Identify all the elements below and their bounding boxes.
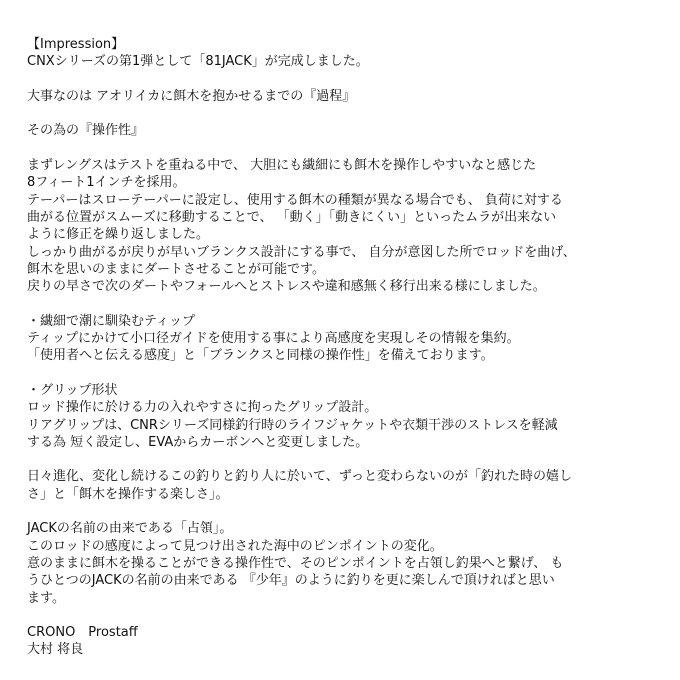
- body-line: 8フィート1インチを採用。: [27, 175, 186, 191]
- impression-document: [27, 36, 667, 659]
- body-line: テーパーはスローテーパーに設定し、使用する餌木の種類が異なる場合でも、 負荷に対する: [27, 192, 563, 208]
- intro-line-3: その為の『操作性』: [27, 123, 145, 139]
- section-tip-line: 「使用者へと伝える感度」と「ブランクスと同様の操作性」を備えております。: [27, 348, 494, 364]
- body-line: ように修正を繰り返しました。: [27, 227, 210, 243]
- section-grip-line: ロッド操作に於ける力の入れやすさに拘ったグリップ設計。: [27, 400, 378, 416]
- signature-name: 大村 将良: [27, 642, 84, 658]
- body-line: 戻りの早さで次のダートやフォールへとストレスや違和感無く移行出来る様にしました。: [27, 279, 546, 295]
- name-origin-line: ます。: [27, 590, 65, 606]
- section-tip-title: ・繊細で潮に馴染むティップ: [27, 313, 195, 329]
- spacer: [27, 451, 667, 468]
- section-grip-line: リアグリップは、CNRシリーズ同様釣行時のライフジャケットや衣類干渉のストレスを軽減: [27, 417, 558, 433]
- evolution-line: 日々進化、変化し続けるこの釣りと釣り人に於いて、ずっと変わらないのが「釣れた時の嬉し: [27, 469, 572, 485]
- spacer: [27, 295, 667, 312]
- evolution-line: さ」と「餌木を操作する楽しさ」。: [27, 486, 229, 502]
- name-origin-line: うひとつのJACKの名前の由来である 『少年』のように釣りを更に楽しんで頂ければと思い: [27, 573, 555, 589]
- name-origin-line: JACKの名前の由来である「占領」。: [27, 521, 233, 537]
- section-tip-line: ティップにかけて小口径ガイドを使用する事により高感度を実現しその情報を集約。: [27, 331, 520, 347]
- name-origin-line: このロッドの感度によって見つけ出された海中のピンポイントの変化。: [27, 538, 443, 554]
- name-origin-line: 意のままに餌木を操ることができる操作性で、そのピンポイントを占領し釣果へと繋げ、 も: [27, 555, 564, 571]
- section-grip-line: する為 短く設定し、EVAからカーボンへと変更しました。: [27, 434, 369, 450]
- spacer: [27, 71, 667, 88]
- body-line: しっかり曲がるが戻りが早いブランクス設計にする事で、 自分が意図した所でロッドを曲げ、: [27, 244, 576, 260]
- body-line: 曲がる位置がスムーズに移動することで、 「動く」「動きにくい」といったムラが出来ない: [27, 209, 557, 225]
- spacer: [27, 503, 667, 520]
- spacer: [27, 105, 667, 122]
- intro-line-1: CNXシリーズの第1弾として「81JACK」が完成しました。: [27, 54, 369, 70]
- section-grip-title: ・グリップ形状: [27, 382, 118, 398]
- spacer: [27, 140, 667, 157]
- body-line: まずレングスはテストを重ねる中で、 大胆にも繊細にも餌木を操作しやすいなと感じた: [27, 158, 537, 174]
- spacer: [27, 365, 667, 382]
- intro-line-2: 大事なのは アオリイカに餌木を抱かせるまでの『過程』: [27, 88, 356, 104]
- signature-team: CRONO Prostaff: [27, 625, 138, 641]
- heading: 【Impression】: [27, 37, 125, 52]
- spacer: [27, 607, 667, 624]
- body-line: 餌木を思いのままにダートさせることが可能です。: [27, 261, 325, 277]
